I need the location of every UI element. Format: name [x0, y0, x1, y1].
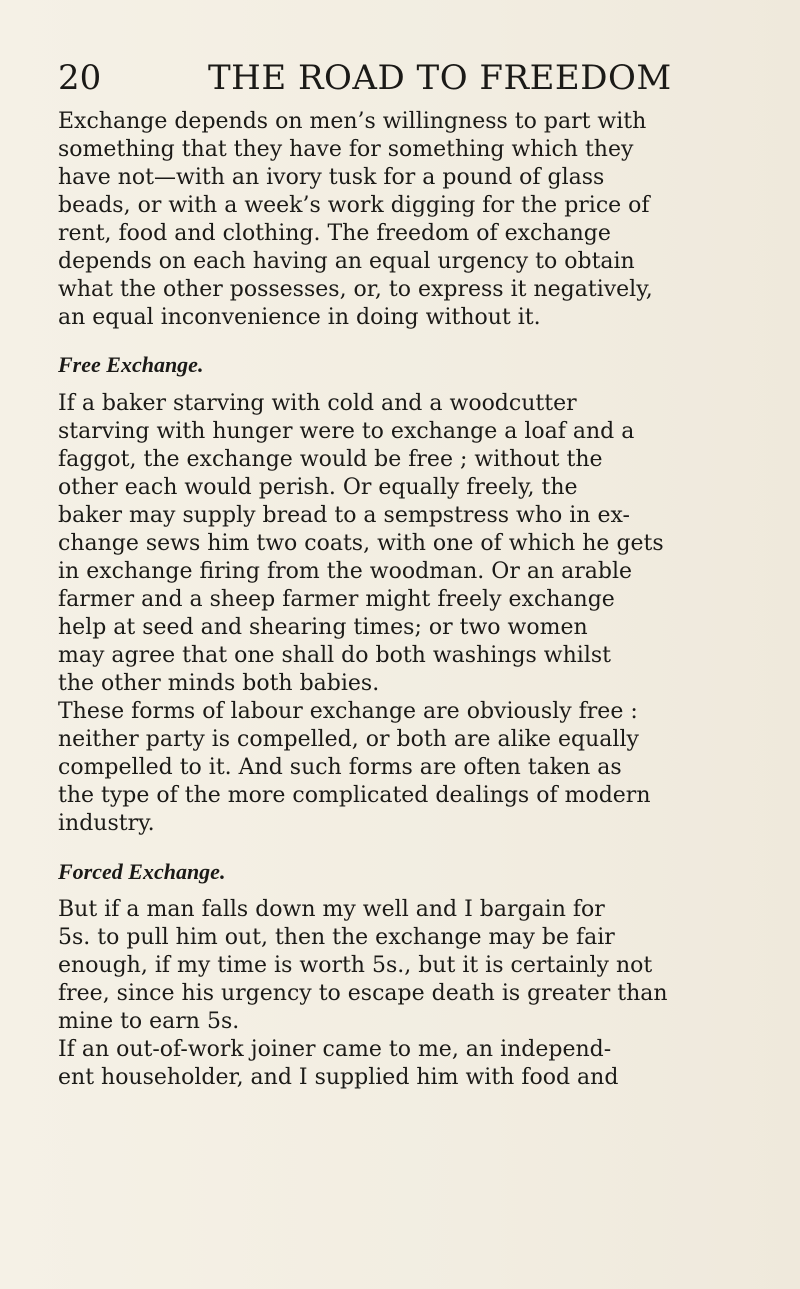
section-heading-free-exchange: Free Exchange. [58, 352, 204, 377]
text-line: may agree that one shall do both washings whilst [58, 643, 612, 668]
text-line: the type of the more complicated dealings of modern [58, 783, 651, 808]
text-line: the other minds both babies. [58, 671, 380, 696]
text-line: neither party is compelled, or both are alike equally [58, 727, 639, 752]
text-line: If a baker starving with cold and a woodcutter [58, 391, 577, 416]
text-line: If an out-of-work joiner came to me, an independ- [58, 1037, 612, 1062]
text-line: farmer and a sheep farmer might freely exchange [58, 587, 615, 612]
text-line: other each would perish. Or equally freely, the [58, 475, 578, 500]
text-line: change sews him two coats, with one of which he gets [58, 531, 664, 556]
text-line: compelled to it. And such forms are often taken as [58, 755, 622, 780]
text-line: starving with hunger were to exchange a loaf and a [58, 419, 635, 444]
text-line: Exchange depends on men’s willingness to part with [58, 109, 647, 134]
text-line: beads, or with a week’s work digging for the price of [58, 193, 650, 218]
text-line: But if a man falls down my well and I bargain for [58, 897, 605, 922]
text-line: ent householder, and I supplied him with food and [58, 1065, 619, 1090]
text-line: an equal inconvenience in doing without it. [58, 305, 541, 330]
page-number: 20 [58, 58, 102, 98]
text-line: industry. [58, 811, 155, 836]
text-line: enough, if my time is worth 5s., but it is certainly not [58, 953, 653, 978]
text-line: have not—with an ivory tusk for a pound of glass [58, 165, 605, 190]
text-line: faggot, the exchange would be free ; without the [58, 447, 603, 472]
text-line: help at seed and shearing times; or two women [58, 615, 588, 640]
text-line: depends on each having an equal urgency to obtain [58, 249, 635, 274]
text-line: rent, food and clothing. The freedom of exchange [58, 221, 611, 246]
text-line: mine to earn 5s. [58, 1009, 240, 1034]
page-header [58, 58, 758, 98]
text-line: 5s. to pull him out, then the exchange may be fair [58, 925, 615, 950]
text-line: baker may supply bread to a sempstress who in ex- [58, 503, 630, 528]
text-line: in exchange firing from the woodman. Or an arable [58, 559, 632, 584]
text-line: something that they have for something which they [58, 137, 634, 162]
text-line: These forms of labour exchange are obviously free : [58, 699, 638, 724]
running-head: THE ROAD TO FREEDOM [208, 58, 672, 98]
text-line: free, since his urgency to escape death is greater than [58, 981, 668, 1006]
section-heading-forced-exchange: Forced Exchange. [58, 859, 226, 884]
text-line: what the other possesses, or, to express it negatively, [58, 277, 653, 302]
